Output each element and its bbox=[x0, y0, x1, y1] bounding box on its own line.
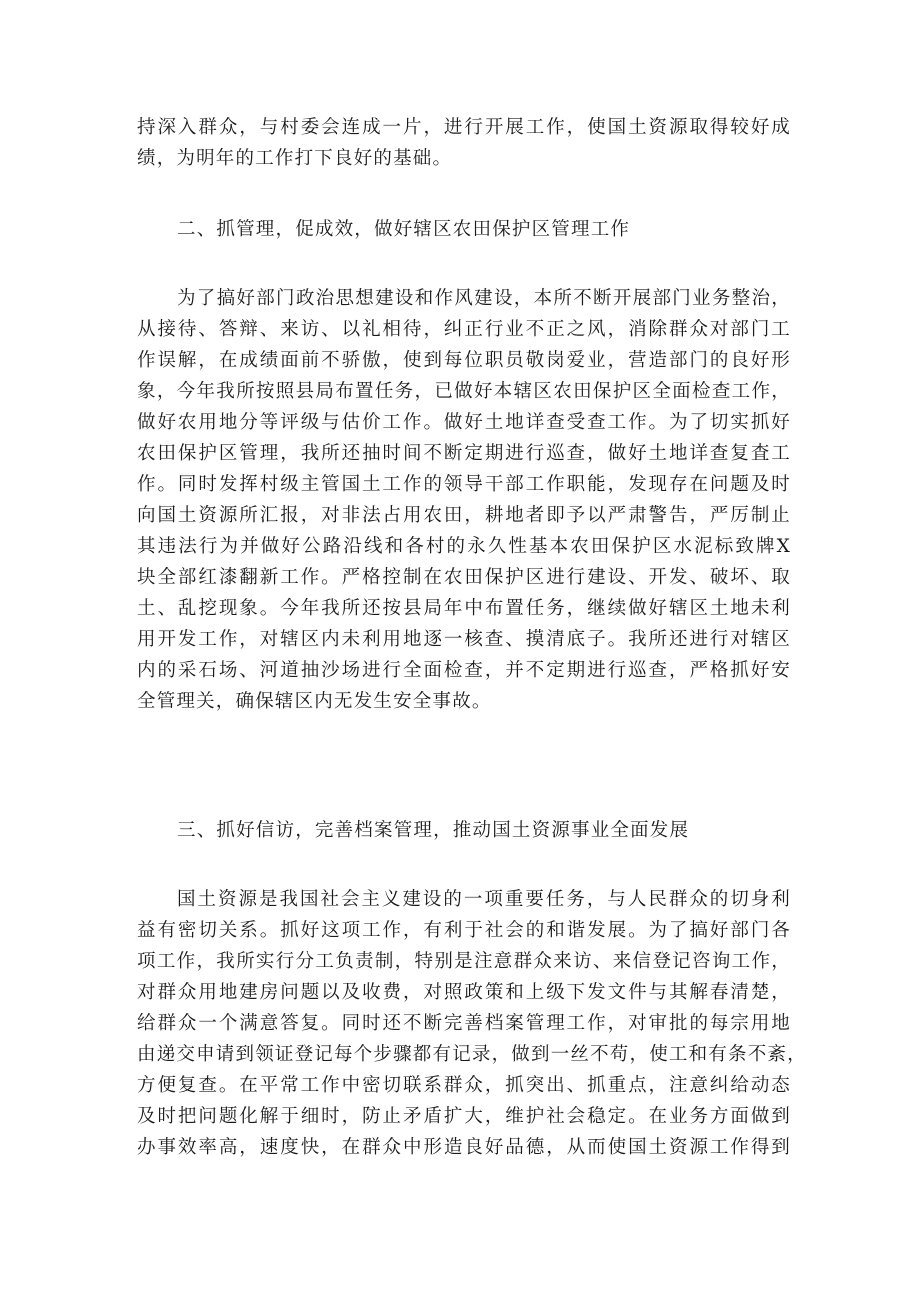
paragraph-line: 办事效率高，速度快，在群众中形造良好品德，从而使国土资源工作得到 bbox=[137, 1137, 791, 1158]
paragraph-line: 持深入群众，与村委会连成一片，进行开展工作，使国土资源取得较好成 bbox=[137, 117, 791, 138]
section-heading-3: 三、抓好信访，完善档案管理，推动国土资源事业全面发展 bbox=[177, 820, 690, 841]
paragraph-line: 及时把问题化解于细时，防止矛盾扩大，维护社会稳定。在业务方面做到 bbox=[137, 1106, 791, 1127]
paragraph-line: 项工作，我所实行分工负责制，特别是注意群众来访、来信登记咨询工作， bbox=[137, 951, 791, 972]
paragraph-farmland-management bbox=[137, 283, 791, 717]
paragraph-line: 对群众用地建房问题以及收费，对照政策和上级下发文件与其解春清楚， bbox=[137, 982, 791, 1003]
paragraph-line: 作误解，在成绩面前不骄傲，使到每位职员敬岗爱业，营造部门的良好形 bbox=[137, 350, 791, 371]
paragraph-line: 内的采石场、河道抽沙场进行全面检查，并不定期进行巡查，严格抓好安 bbox=[137, 660, 791, 681]
paragraph-line: 国土资源是我国社会主义建设的一项重要任务，与人民群众的切身利 bbox=[177, 889, 791, 910]
paragraph-line: 做好农用地分等评级与估价工作。做好土地详查受查工作。为了切实抓好 bbox=[137, 412, 791, 433]
paragraph-continuation bbox=[137, 112, 791, 174]
paragraph-line: 作。同时发挥村级主管国土工作的领导干部工作职能，发现存在问题及时 bbox=[137, 474, 791, 495]
paragraph-line: 从接待、答辩、来访、以礼相待，纠正行业不正之风，消除群众对部门工 bbox=[137, 319, 791, 340]
paragraph-line: 为了搞好部门政治思想建设和作风建设，本所不断开展部门业务整治， bbox=[177, 288, 791, 309]
paragraph-line: 给群众一个满意答复。同时还不断完善档案管理工作，对审批的每宗用地 bbox=[137, 1013, 791, 1034]
paragraph-petitions-archives bbox=[137, 884, 807, 1163]
paragraph-line: 用开发工作，对辖区内未利用地逐一核查、摸清底子。我所还进行对辖区 bbox=[137, 629, 791, 650]
paragraph-line: 象，今年我所按照县局布置任务，已做好本辖区农田保护区全面检查工作， bbox=[137, 381, 791, 402]
paragraph-line: 其违法行为并做好公路沿线和各村的永久性基本农田保护区水泥标致牌X bbox=[137, 536, 791, 557]
paragraph-line: 农田保护区管理，我所还抽时间不断定期进行巡查，做好土地详查复査工 bbox=[137, 443, 791, 464]
paragraph-line: 由递交申请到领证登记每个步骤都有记录，做到一丝不苟，使工和有条不紊， bbox=[137, 1044, 807, 1065]
paragraph-line: 绩，为明年的工作打下良好的基础。 bbox=[137, 148, 453, 169]
paragraph-line: 向国土资源所汇报，对非法占用农田，耕地者即予以严肃警告，严厉制止 bbox=[137, 505, 791, 526]
paragraph-line: 益有密切关系。抓好这项工作，有利于社会的和谐发展。为了搞好部门各 bbox=[137, 920, 791, 941]
paragraph-line: 块全部红漆翻新工作。严格控制在农田保护区进行建设、开发、破坏、取 bbox=[137, 567, 791, 588]
paragraph-line: 方便复查。在平常工作中密切联系群众，抓突出、抓重点，注意纠给动态 bbox=[137, 1075, 791, 1096]
paragraph-line: 全管理关，确保辖区内无发生安全事故。 bbox=[137, 691, 492, 712]
paragraph-line: 土、乱挖现象。今年我所还按县局年中布置任务，继续做好辖区土地未利 bbox=[137, 598, 791, 619]
section-heading-2: 二、抓管理，促成效，做好辖区农田保护区管理工作 bbox=[177, 219, 631, 240]
